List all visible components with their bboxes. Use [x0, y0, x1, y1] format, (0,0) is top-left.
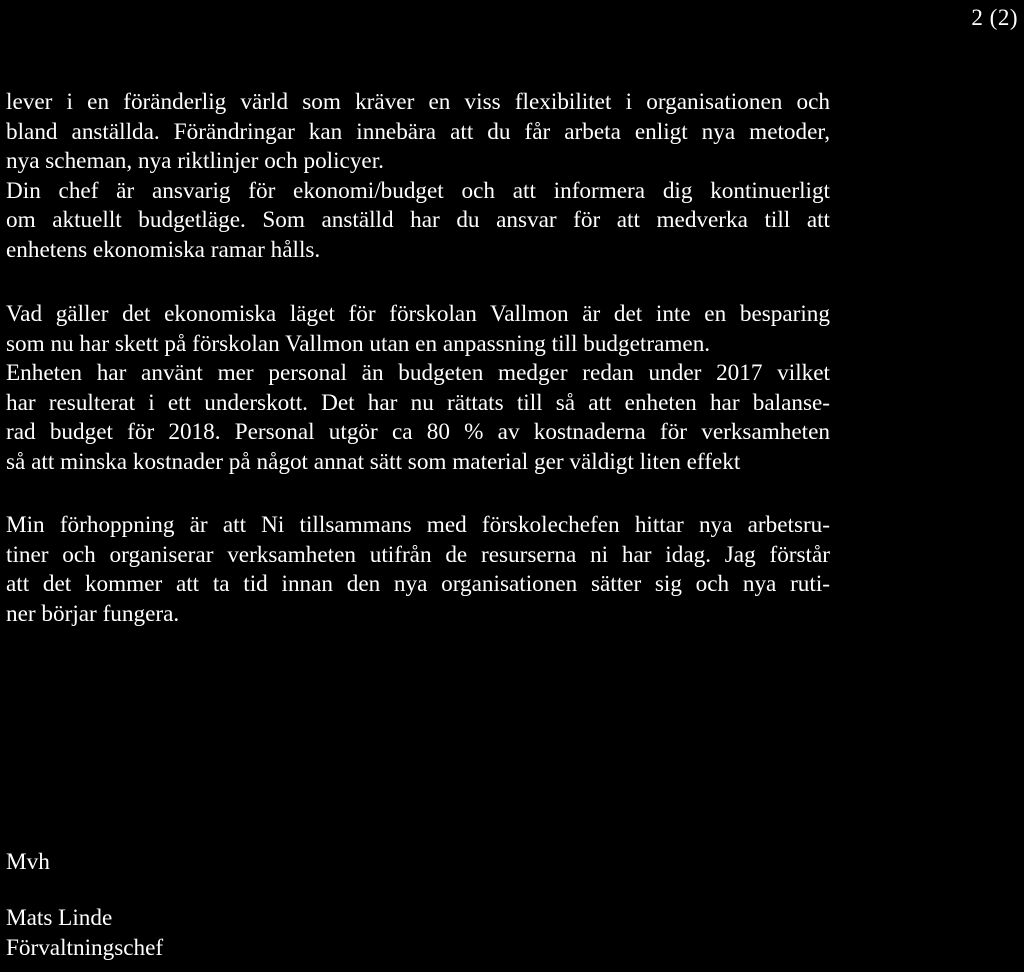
paragraph-line: som nu har skett på förskolan Vallmon utan en anpassning till budgetramen.	[6, 330, 711, 357]
paragraph-line: tiner och organiserar verksamheten utifrån de resurserna ni har idag. Jag förstår	[6, 541, 830, 568]
paragraph-line: Enheten har använt mer personal än budgeten medger redan under 2017 vilket	[6, 360, 830, 386]
paragraph-line: nya scheman, nya riktlinjer och policyer.	[6, 148, 384, 174]
paragraph-line: ner börjar fungera.	[6, 600, 180, 627]
paragraph-line: så att minska kostnader på något annat sätt som material ger väldigt liten effekt	[6, 448, 741, 475]
paragraph-3	[6, 511, 830, 629]
paragraph-line: att det kommer att ta tid innan den nya organisationen sätter sig och nya ruti-	[6, 571, 830, 597]
paragraph-line: Min förhoppning är att Ni tillsammans med förskolechefen hittar nya arbetsru-	[6, 512, 830, 538]
paragraph-line: lever i en föränderlig värld som kräver en viss flexibilitet i organisationen och	[6, 89, 830, 115]
paragraph-2	[6, 300, 830, 477]
paragraph-line: Vad gäller det ekonomiska läget för förskolan Vallmon är det inte en besparing	[6, 301, 830, 327]
paragraph-line: bland anställda. Förändringar kan innebära att du får arbeta enligt nya metoder,	[6, 118, 830, 145]
paragraph-line: enhetens ekonomiska ramar hålls.	[6, 236, 321, 263]
paragraph-line: har resulterat i ett underskott. Det har nu rättats till så att enheten har balanse-	[6, 389, 830, 416]
paragraph-1	[6, 88, 830, 265]
paragraph-line: om aktuellt budgetläge. Som anställd har du ansvar för att medverka till att	[6, 207, 830, 233]
paragraph-line: Din chef är ansvarig för ekonomi/budget och att informera dig kontinuerligt	[6, 177, 830, 204]
page-number: 2 (2)	[971, 5, 1018, 30]
closing-greeting: Mvh	[6, 849, 50, 875]
paragraph-line: rad budget för 2018. Personal utgör ca 80 % av kostnaderna för verksamheten	[6, 419, 830, 445]
signer-name: Mats Linde	[6, 905, 113, 931]
signer-title: Förvaltningschef	[6, 935, 164, 961]
